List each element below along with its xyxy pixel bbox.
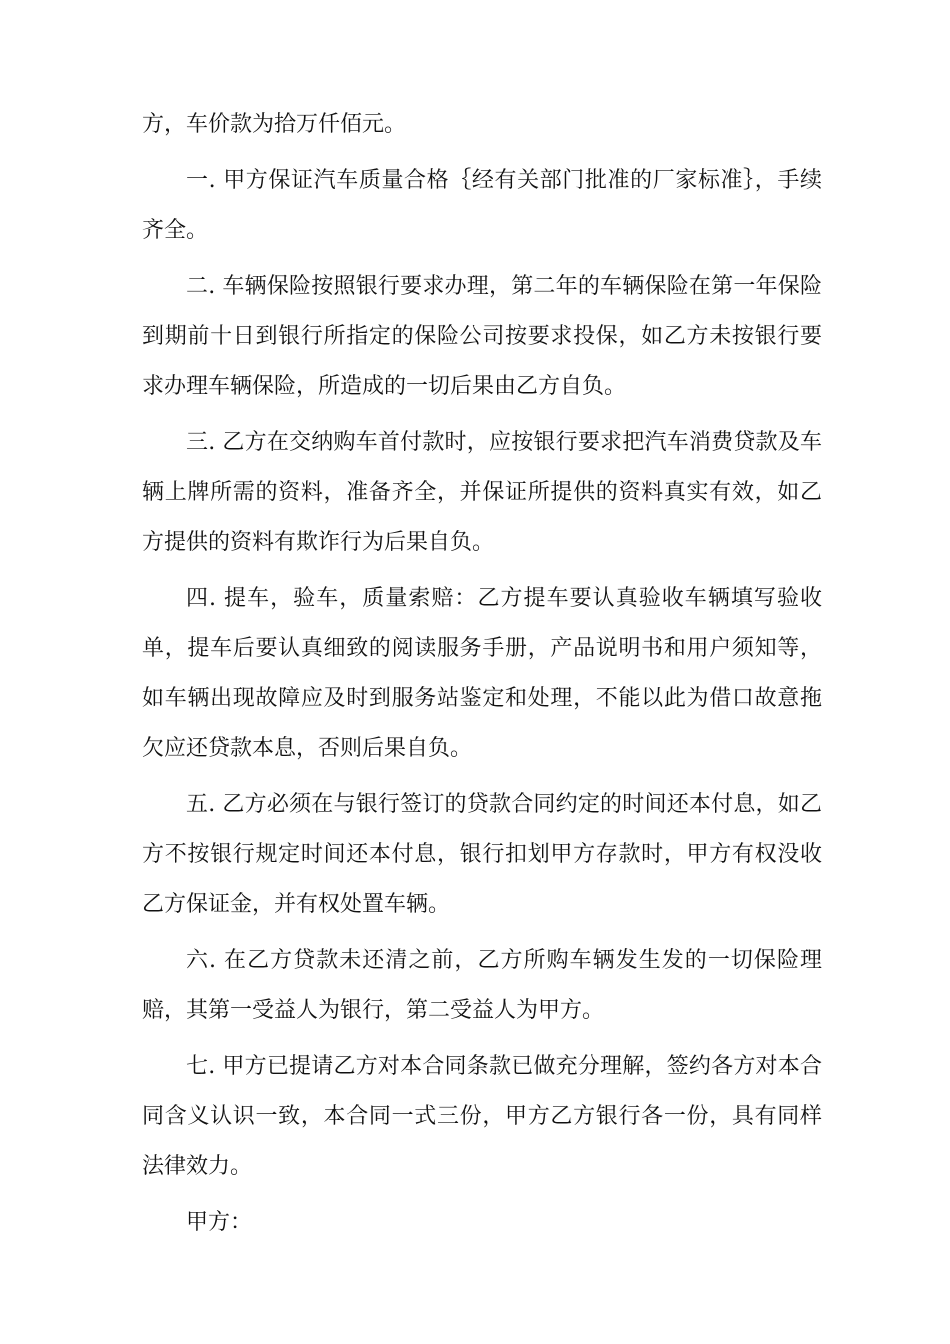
clause-3: 三. 乙方在交纳购车首付款时，应按银行要求把汽车消费贷款及车辆上牌所需的资料，准备齐全，并保证所提供的资料真实有效，如乙方提供的资料有欺诈行为后果自负。: [142, 430, 822, 555]
paragraph-continuation: 方，车价款为拾万仟佰元。: [142, 112, 407, 137]
document-page: [142, 100, 822, 1248]
clause-5: 五. 乙方必须在与银行签订的贷款合同约定的时间还本付息，如乙方不按银行规定时间还本付息，银行扣划甲方存款时，甲方有权没收乙方保证金，并有权处置车辆。: [142, 792, 822, 917]
clause-2: 二. 车辆保险按照银行要求办理，第二年的车辆保险在第一年保险到期前十日到银行所指定的保险公司按要求投保，如乙方未按银行要求办理车辆保险，所造成的一切后果由乙方自负。: [142, 274, 822, 399]
clause-4: 四. 提车，验车，质量索赔：乙方提车要认真验收车辆填写验收单，提车后要认真细致的阅读服务手册，产品说明书和用户须知等，如车辆出现故障应及时到服务站鉴定和处理，不能以此为借口故意拖欠应还贷款本息，否则后果自负。: [142, 586, 822, 761]
party-a-signature-label: 甲方：: [186, 1210, 253, 1235]
clause-7: 七. 甲方已提请乙方对本合同条款已做充分理解，签约各方对本合同含义认识一致，本合同一式三份，甲方乙方银行各一份，具有同样法律效力。: [142, 1054, 822, 1179]
clause-1: 一. 甲方保证汽车质量合格｛经有关部门批准的厂家标准｝，手续齐全。: [142, 168, 822, 243]
clause-6: 六. 在乙方贷款未还清之前，乙方所购车辆发生发的一切保险理赔，其第一受益人为银行，第二受益人为甲方。: [142, 948, 822, 1023]
